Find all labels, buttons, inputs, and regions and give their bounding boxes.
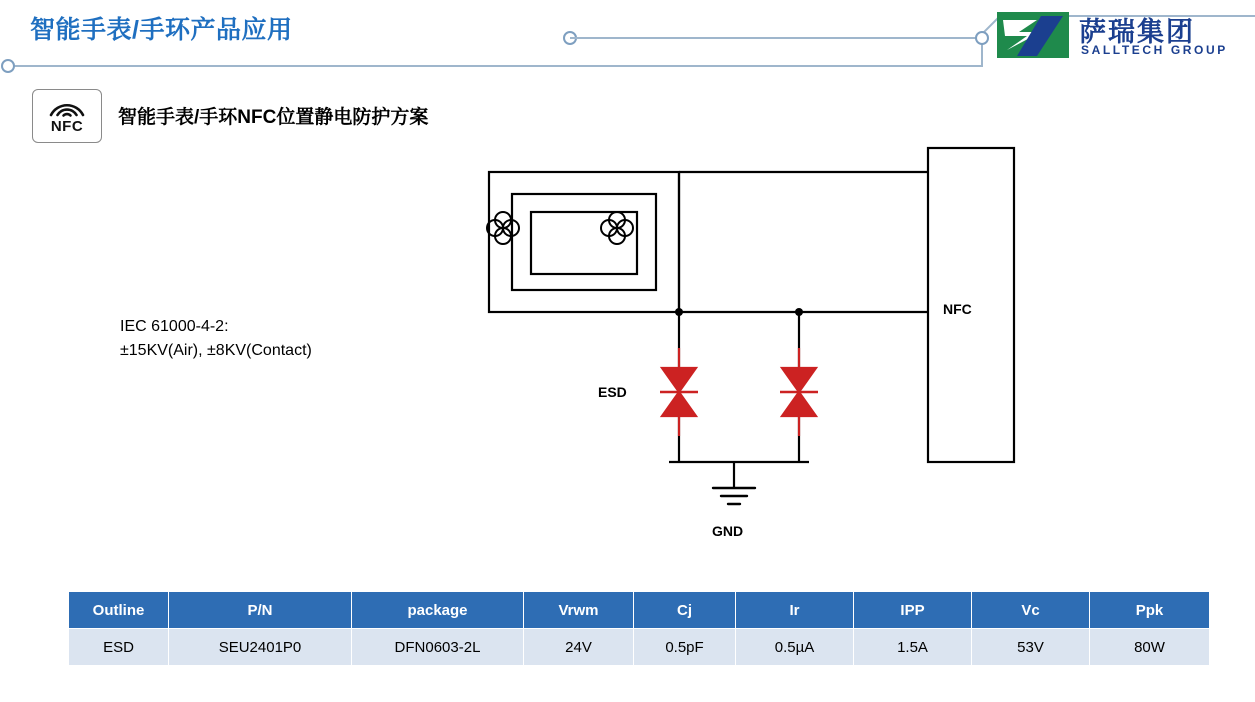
- table-header-cell: IPP: [854, 592, 972, 629]
- table-header-row: [69, 592, 1210, 629]
- table-cell: ESD: [69, 629, 169, 666]
- table-header-cell: Outline: [69, 592, 169, 629]
- table-cell: 53V: [972, 629, 1090, 666]
- esd-spec-line-1: IEC 61000-4-2:: [120, 318, 229, 335]
- nfc-chip-label: NFC: [943, 301, 972, 317]
- table-header-cell: Vc: [972, 592, 1090, 629]
- table-cell: 0.5pF: [634, 629, 736, 666]
- table-cell: 80W: [1090, 629, 1210, 666]
- table-row: [69, 629, 1210, 666]
- table-header-cell: Vrwm: [524, 592, 634, 629]
- table-cell: SEU2401P0: [169, 629, 352, 666]
- logo-text-en: SALLTECH GROUP: [1081, 43, 1228, 57]
- esd-label: ESD: [598, 384, 627, 400]
- table-header-cell: Ppk: [1090, 592, 1210, 629]
- table-cell: 24V: [524, 629, 634, 666]
- esd-spec-line-2: ±15KV(Air), ±8KV(Contact): [120, 342, 312, 359]
- logo-text-cn: 萨瑞集团: [1079, 17, 1195, 47]
- nfc-badge-label: NFC: [50, 118, 84, 135]
- table-cell: DFN0603-2L: [352, 629, 524, 666]
- spec-table: [68, 591, 1210, 666]
- section-subtitle: 智能手表/手环NFC位置静电防护方案: [118, 107, 429, 128]
- table-header-cell: P/N: [169, 592, 352, 629]
- page-title: 智能手表/手环产品应用: [30, 16, 293, 44]
- table-header-cell: package: [352, 592, 524, 629]
- table-cell: 1.5A: [854, 629, 972, 666]
- gnd-label: GND: [712, 523, 744, 539]
- table-header-cell: Cj: [634, 592, 736, 629]
- table-header-cell: Ir: [736, 592, 854, 629]
- esd-spec-note: [120, 315, 312, 363]
- table-cell: 0.5µA: [736, 629, 854, 666]
